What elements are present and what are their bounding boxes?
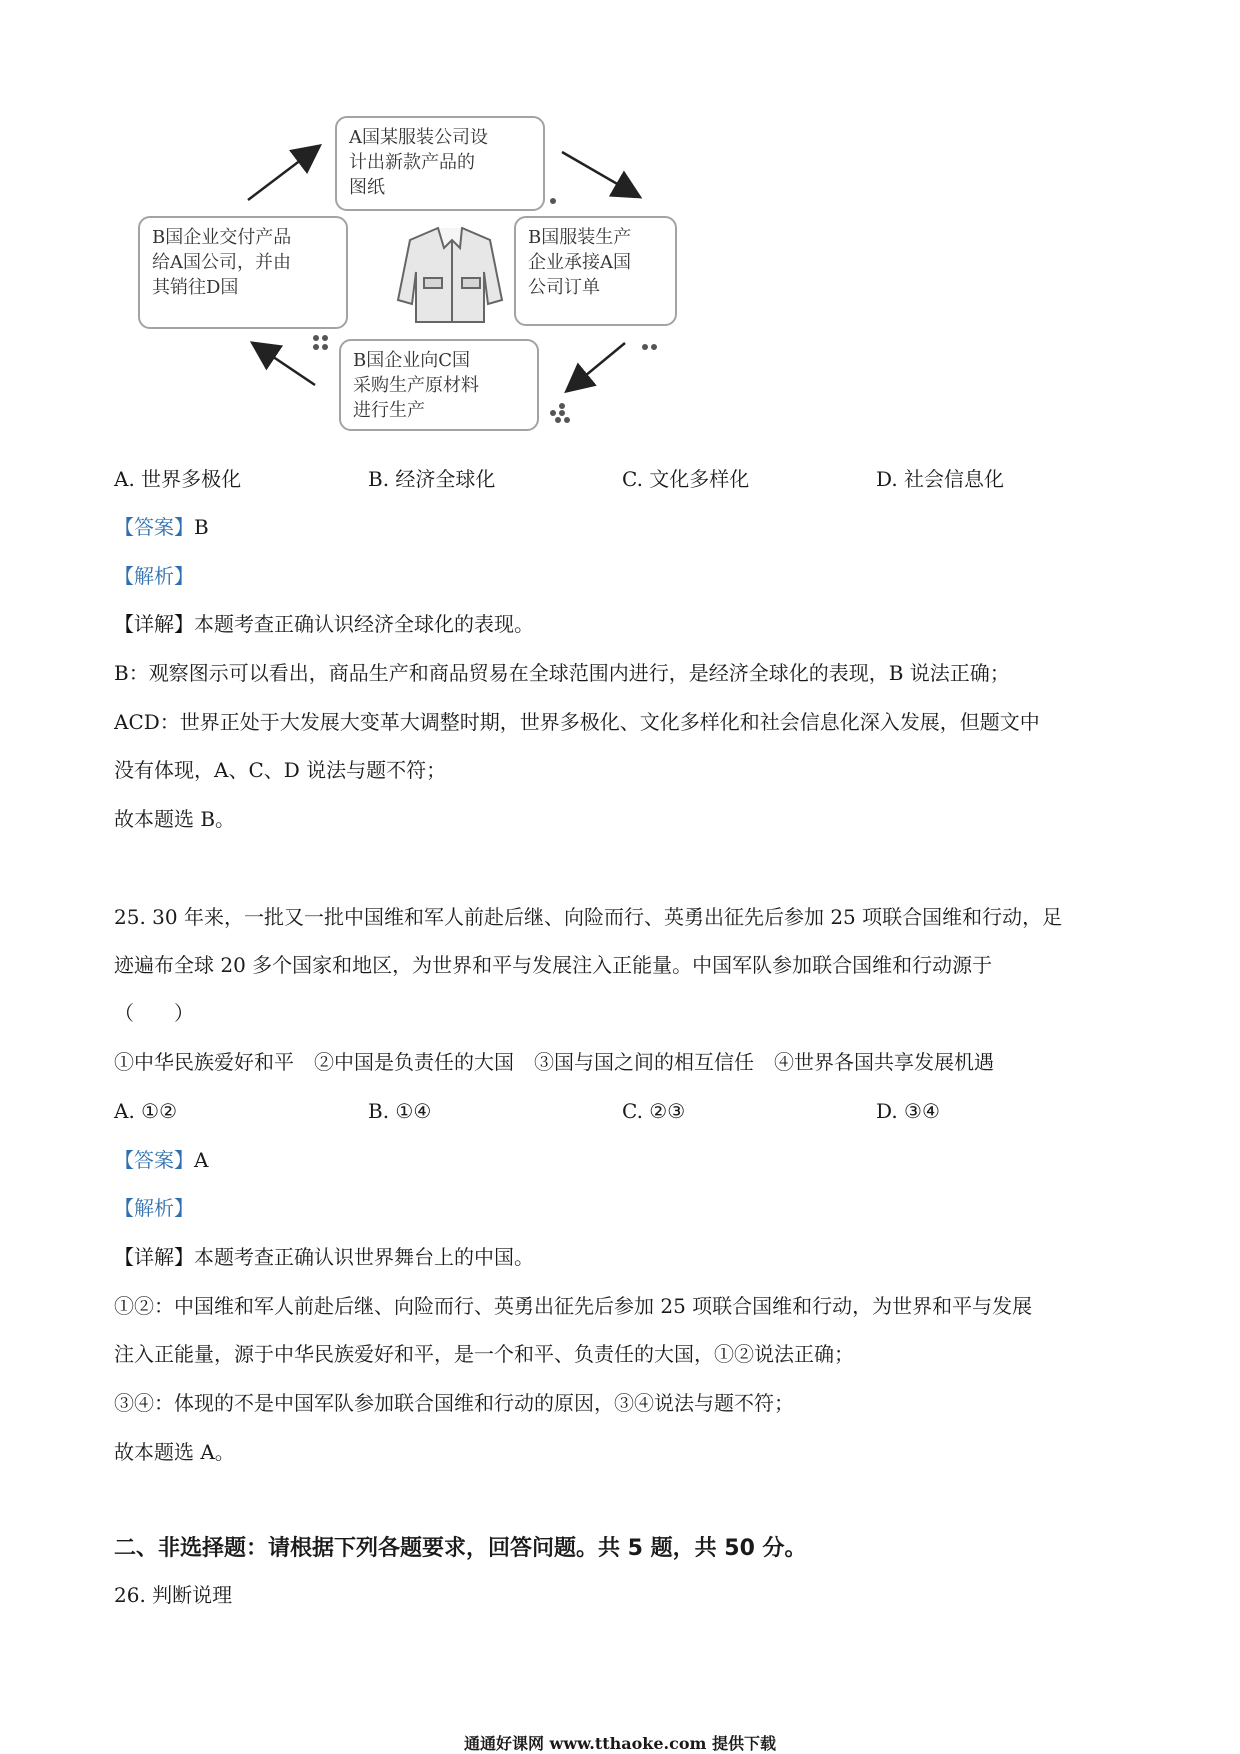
q24-detail — [114, 610, 534, 638]
q24-analysis-tag: 【解析】 — [114, 564, 194, 588]
detail-text: 本题考查正确认识经济全球化的表现。 — [194, 612, 534, 636]
arrow-right-to-bottom — [568, 343, 625, 390]
jacket-icon — [398, 228, 502, 322]
section-heading: 二、非选择题：请根据下列各题要求，回答问题。共 5 题，共 50 分。 — [114, 1536, 807, 1561]
q24-option-d: D. 社会信息化 — [876, 467, 1005, 491]
q24-answer — [114, 513, 209, 541]
q25-line-1: ①②：中国维和军人前赴后继、向险而行、英勇出征先后参加 25 项联合国维和行动，为世界和平与发展 — [114, 1294, 1033, 1318]
q25-option-d: D. ③④ — [876, 1099, 940, 1123]
diagram-box-left: B国企业交付产品 给A国公司，并由 其销往D国 — [138, 216, 348, 329]
q25-option-b: B. ①④ — [368, 1099, 432, 1123]
q25-line-3: ③④：体现的不是中国军队参加联合国维和行动的原因，③④说法与题不符； — [114, 1391, 794, 1415]
answer-tag: 【答案】 — [114, 1148, 194, 1172]
q24-line-4: 故本题选 B。 — [114, 807, 236, 831]
q24-line-3: 没有体现，A、C、D 说法与题不符； — [114, 758, 447, 782]
q25-analysis-tag: 【解析】 — [114, 1196, 194, 1220]
q24-line-1: B：观察图示可以看出，商品生产和商品贸易在全球范围内进行，是经济全球化的表现，B 说法正确； — [114, 661, 1010, 685]
detail-text: 本题考查正确认识世界舞台上的中国。 — [194, 1245, 534, 1269]
diagram-box-top: A国某服装公司设 计出新款产品的 图纸 — [335, 116, 545, 211]
q25-stem-3: （ ） — [114, 1001, 194, 1025]
answer-tag: 【答案】 — [114, 515, 194, 539]
q25-detail — [114, 1243, 534, 1271]
answer-value: A — [194, 1148, 209, 1172]
answer-value: B — [194, 515, 209, 539]
page-footer: 通通好课网 www.tthaoke.com 提供下载 — [463, 1734, 777, 1753]
detail-tag: 【详解】 — [114, 612, 194, 636]
q24-option-a: A. 世界多极化 — [114, 467, 242, 491]
diagram-box-bottom: B国企业向C国 采购生产原材料 进行生产 — [339, 339, 539, 431]
q24-line-2: ACD：世界正处于大发展大变革大调整时期，世界多极化、文化多样化和社会信息化深入发展，但题文中 — [114, 710, 1040, 734]
q26-title: 26. 判断说理 — [114, 1583, 233, 1607]
arrow-top-to-right — [562, 152, 638, 196]
q25-answer — [114, 1146, 208, 1174]
arrow-left-to-top — [248, 147, 318, 200]
q25-line-4: 故本题选 A。 — [114, 1440, 235, 1464]
q25-option-a: A. ①② — [114, 1099, 178, 1123]
q25-stem-2: 迹遍布全球 20 多个国家和地区，为世界和平与发展注入正能量。中国军队参加联合国维和行动源于 — [114, 953, 993, 977]
q25-statements: ①中华民族爱好和平 ②中国是负责任的大国 ③国与国之间的相互信任 ④世界各国共享发展机遇 — [114, 1050, 994, 1074]
detail-tag: 【详解】 — [114, 1245, 194, 1269]
arrow-bottom-to-left — [254, 344, 315, 385]
diagram-box-right: B国服装生产 企业承接A国 公司订单 — [514, 216, 677, 326]
q24-option-c: C. 文化多样化 — [622, 467, 750, 491]
q24-option-b: B. 经济全球化 — [368, 467, 496, 491]
q25-option-c: C. ②③ — [622, 1099, 686, 1123]
q25-stem-1: 25. 30 年来，一批又一批中国维和军人前赴后继、向险而行、英勇出征先后参加 25 项联合国维和行动，足 — [114, 905, 1063, 929]
q25-line-2: 注入正能量，源于中华民族爱好和平，是一个和平、负责任的大国，①②说法正确； — [114, 1342, 854, 1366]
